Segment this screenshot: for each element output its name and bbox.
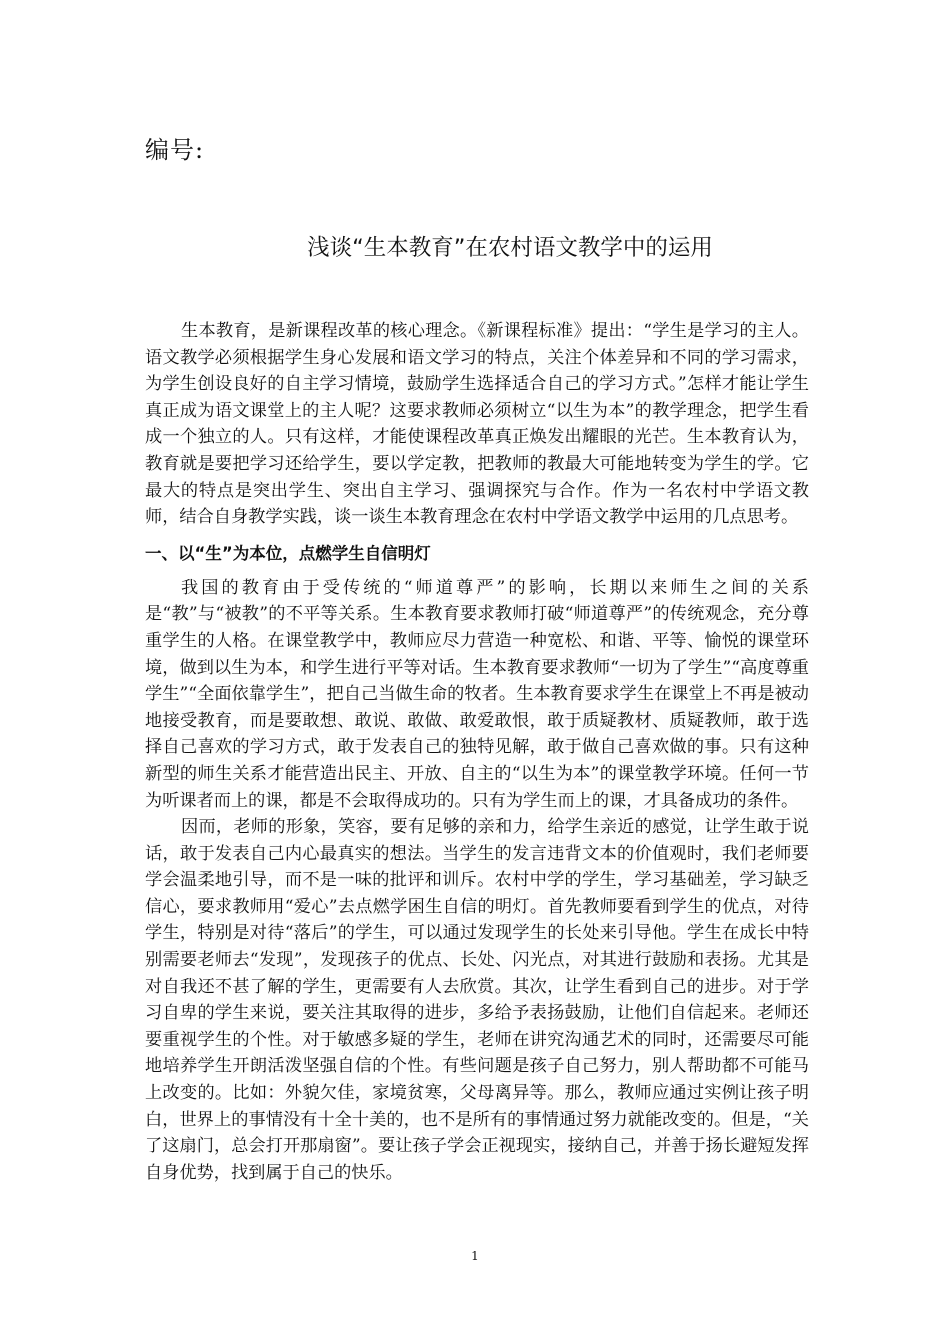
section-heading: 一、以“生”为本位，点燃学生自信明灯 xyxy=(145,543,431,563)
intro-paragraph: 生本教育，是新课程改革的核心理念。《新课程标准》提出：“学生是学习的主人。语文教学必须根据学生身心发展和语文学习的特点，关注个体差异和不同的学习需求，为学生创设良好的自主学习情境，鼓励学生选择适合自己的学习方式。”怎样才能让学生真正成为语文课堂上的主人呢？这要求教师必须树立“以生为本”的教学理念，把学生看成一个独立的人。只有这样，才能使课程改革真正焕发出耀眼的光芒。生本教育认为，教育就是要把学习还给学生，要以学定教，把教师的教最大可能地转变为学生的学。它最大的特点是突出学生、突出自主学习、强调探究与合作。作为一名农村中学语文教师，结合自身教学实践，谈一谈生本教育理念在农村中学语文教学中运用的几点思考。 xyxy=(145,321,809,528)
section-paragraph: 我国的教育由于受传统的“师道尊严”的影响，长期以来师生之间的关系是“教”与“被教”的不平等关系。生本教育要求教师打破“师道尊严”的传统观念，充分尊重学生的人格。在课堂教学中，教师应尽力营造一种宽松、和谐、平等、愉悦的课堂环境，做到以生为本，和学生进行平等对话。生本教育要求教师“一切为了学生”“高度尊重学生”“全面依靠学生”，把自己当做生命的牧者。生本教育要求学生在课堂上不再是被动地接受教育，而是要敢想、敢说、敢做、敢爱敢恨，敢于质疑教材、质疑教师，敢于选择自己喜欢的学习方式，敢于发表自己的独特见解，敢于做自己喜欢做的事。只有这种新型的师生关系才能营造出民主、开放、自主的“以生为本”的课堂教学环境。任何一节为听课者而上的课，都是不会取得成功的。只有为学生而上的课，才具备成功的条件。 xyxy=(145,577,809,811)
section-paragraph: 因而，老师的形象，笑容，要有足够的亲和力，给学生亲近的感觉，让学生敢于说话，敢于发表自己内心最真实的想法。当学生的发言违背文本的价值观时，我们老师要学会温柔地引导，而不是一味的批评和训斥。农村中学的学生，学习基础差，学习缺乏信心，要求教师用“爱心”去点燃学困生自信的明灯。首先教师要看到学生的优点，对待学生，特别是对待“落后”的学生，可以通过发现学生的长处来引导他。学生在成长中特别需要老师去“发现”，发现孩子的优点、长处、闪光点，对其进行鼓励和表扬。尤其是对自我还不甚了解的学生，更需要有人去欣赏。其次，让学生看到自己的进步。对于学习自卑的学生来说，要关注其取得的进步，多给予表扬鼓励，让他们自信起来。老师还要重视学生的个性。对于敏感多疑的学生，老师在讲究沟通艺术的同时，还需要尽可能地培养学生开朗活泼坚强自信的个性。有些问题是孩子自己努力，别人帮助都不可能马上改变的。比如：外貌欠佳，家境贫寒，父母离异等。那么，教师应通过实例让孩子明白，世界上的事情没有十全十美的，也不是所有的事情通过努力就能改变的。但是，“关了这扇门，总会打开那扇窗”。要让孩子学会正视现实，接纳自己，并善于扬长避短发挥自身优势，找到属于自己的快乐。 xyxy=(145,817,809,1183)
document-number-label: 编号: xyxy=(145,136,205,164)
page-number: 1 xyxy=(471,1249,479,1263)
document-body xyxy=(145,318,809,1186)
document-title: 浅谈“生本教育”在农村语文教学中的运用 xyxy=(307,235,713,261)
